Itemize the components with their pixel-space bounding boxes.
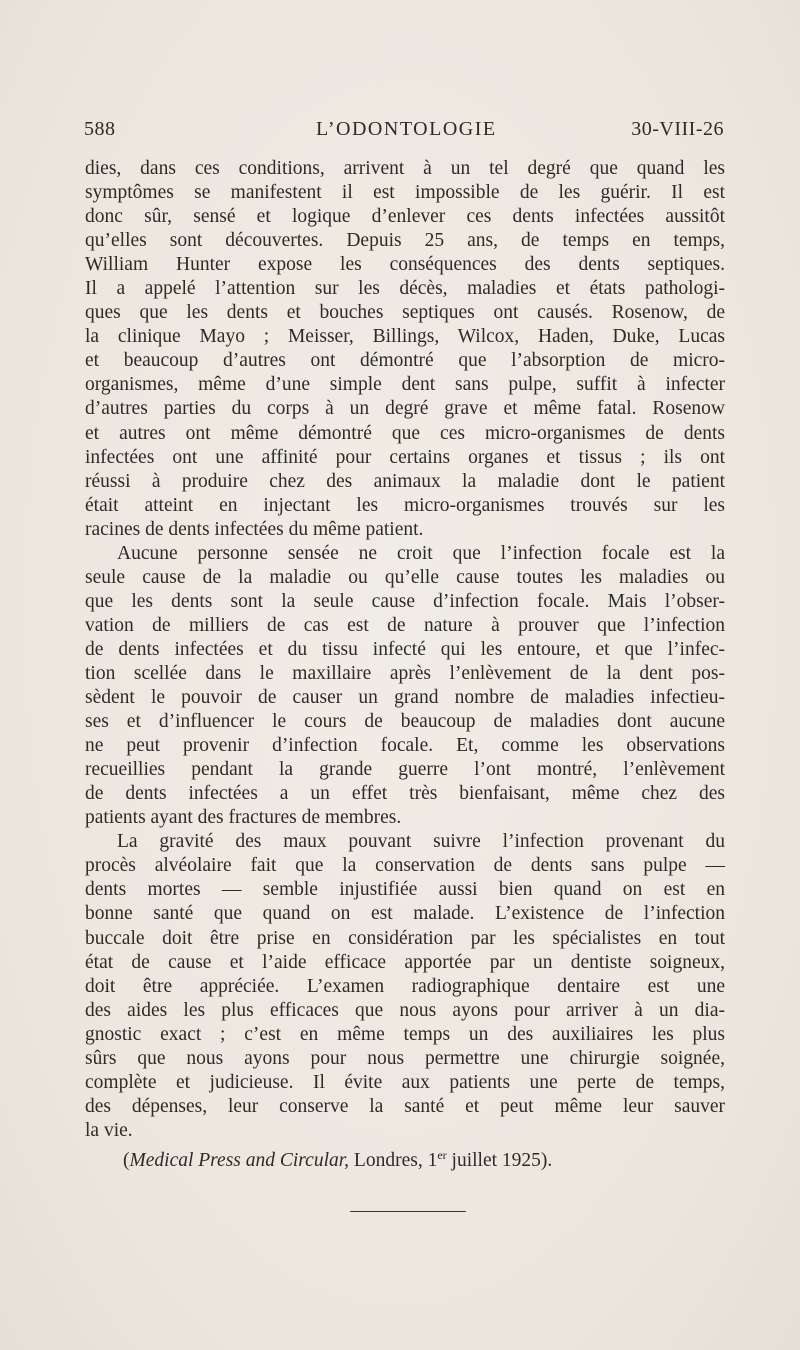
text-line: William Hunter expose les conséquences des dents septiques. — [85, 254, 725, 276]
text-line: doit être appréciée. L’examen radiographique dentaire est une — [85, 975, 725, 997]
text-line: Il a appelé l’attention sur les décès, maladies et états pathologi- — [85, 278, 725, 300]
text-line: réussi à produire chez des animaux la maladie dont le patient — [85, 470, 725, 492]
text-line: seule cause de la maladie ou qu’elle cause toutes les maladies ou — [85, 566, 725, 588]
text-line: sèdent le pouvoir de causer un grand nombre de maladies infectieu- — [85, 687, 725, 709]
text-line: la clinique Mayo ; Meisser, Billings, Wilcox, Haden, Duke, Lucas — [85, 326, 725, 348]
running-header — [84, 118, 724, 146]
citation-source: Medical Press and Circular, — [129, 1150, 350, 1171]
text-line: et beaucoup d’autres ont démontré que l’absorption de micro- — [85, 350, 725, 372]
text-line: la vie. — [85, 1119, 133, 1141]
text-line: de dents infectées a un effet très bienfaisant, même chez des — [85, 783, 725, 805]
text-line: de dents infectées et du tissu infecté qui les entoure, et que l’infec- — [85, 638, 725, 660]
text-line: patients ayant des fractures de membres. — [85, 807, 402, 829]
page-number: 588 — [84, 118, 116, 140]
text-line: complète et judicieuse. Il évite aux patients une perte de temps, — [85, 1071, 725, 1093]
text-line: ses et d’influencer le cours de beaucoup de maladies dont aucune — [85, 711, 725, 733]
issue-date: 30-VIII-26 — [631, 118, 724, 140]
text-line: Aucune personne sensée ne croit que l’infection focale est la — [117, 542, 725, 564]
text-line: sûrs que nous ayons pour nous permettre une chirurgie soignée, — [85, 1047, 725, 1069]
text-line: gnostic exact ; c’est en même temps un des auxiliaires les plus — [85, 1023, 725, 1045]
text-line: état de cause et l’aide efficace apportée par un dentiste soigneux, — [85, 951, 725, 973]
text-line: buccale doit être prise en considération par les spécialistes en tout — [85, 927, 725, 949]
text-line: infectées ont une affinité pour certains organes et tissus ; ils ont — [85, 446, 725, 468]
journal-title: L’ODONTOLOGIE — [316, 118, 497, 140]
text-line: était atteint en injectant les micro-organismes trouvés sur les — [85, 494, 725, 516]
article-body — [85, 157, 725, 1143]
text-line: dies, dans ces conditions, arrivent à un tel degré que quand les — [85, 158, 725, 179]
text-line: bonne santé que quand on est malade. L’existence de l’infection — [85, 903, 725, 925]
text-line: ne peut provenir d’infection focale. Et, comme les observations — [85, 735, 725, 757]
text-line: La gravité des maux pouvant suivre l’infection provenant du — [117, 831, 725, 853]
citation-day: 1 — [427, 1150, 438, 1171]
text-line: d’autres parties du corps à un degré grave et même fatal. Rosenow — [85, 398, 725, 420]
text-line: recueillies pendant la grande guerre l’ont montré, l’enlèvement — [85, 759, 725, 781]
citation-day-suffix: er — [437, 1148, 447, 1162]
citation-place: Londres, — [349, 1150, 428, 1171]
text-line: donc sûr, sensé et logique d’enlever ces dents infectées aussitôt — [85, 206, 725, 228]
text-line: organismes, même d’une simple dent sans pulpe, suffit à infecter — [85, 374, 725, 396]
text-line: dents mortes — semble injustifiée aussi bien quand on est en — [85, 879, 725, 901]
citation-date: juillet 1925). — [446, 1150, 553, 1171]
text-line: symptômes se manifestent il est impossible de les guérir. Il est — [85, 182, 725, 204]
text-line: tion scellée dans le maxillaire après l’enlèvement de la dent pos- — [85, 662, 725, 684]
citation-open-paren: ( — [123, 1150, 130, 1171]
text-line: racines de dents infectées du même patient. — [85, 518, 424, 540]
citation — [123, 1148, 552, 1172]
text-line: des aides les plus efficaces que nous ayons pour arriver à un dia- — [85, 999, 725, 1021]
text-line: ques que les dents et bouches septiques ont causés. Rosenow, de — [85, 302, 725, 324]
text-line: que les dents sont la seule cause d’infection focale. Mais l’obser- — [85, 590, 725, 612]
text-line: et autres ont même démontré que ces micro-organismes de dents — [85, 422, 725, 444]
text-line: des dépenses, leur conserve la santé et peut même leur sauver — [85, 1095, 725, 1117]
end-rule — [350, 1211, 466, 1212]
text-line: qu’elles sont découvertes. Depuis 25 ans, de temps en temps, — [85, 230, 725, 252]
text-line: procès alvéolaire fait que la conservation de dents sans pulpe — — [85, 855, 725, 877]
text-line: vation de milliers de cas est de nature à prouver que l’infection — [85, 614, 725, 636]
